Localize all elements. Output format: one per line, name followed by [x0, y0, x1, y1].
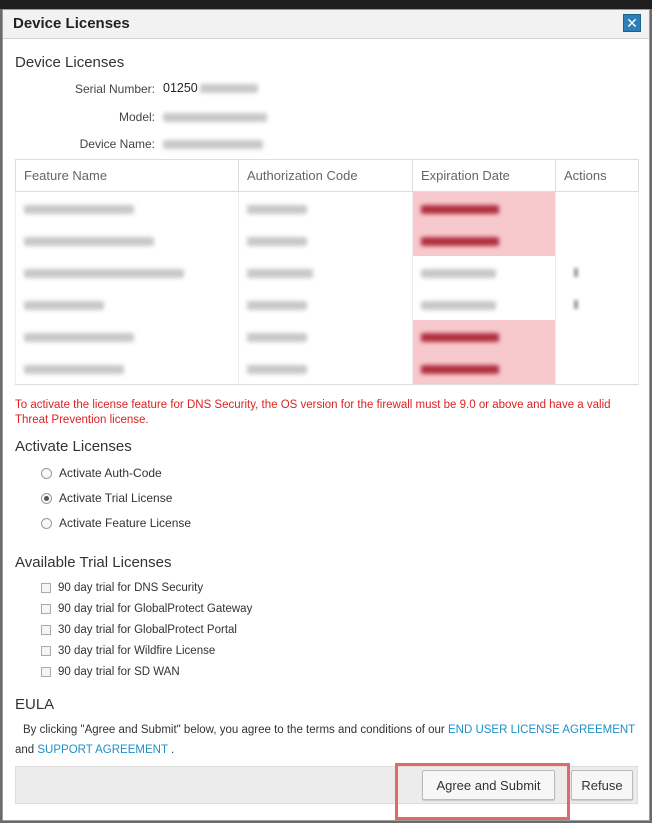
redacted-text	[247, 301, 307, 310]
feature-name-cell	[16, 224, 239, 256]
device-name-redacted	[163, 140, 263, 149]
feature-name-cell	[16, 192, 239, 225]
redacted-text	[24, 365, 124, 374]
support-agreement-link[interactable]: SUPPORT AGREEMENT	[37, 744, 168, 756]
radio-button[interactable]	[41, 493, 52, 504]
checkbox-trial-wildfire-license[interactable]	[41, 645, 215, 657]
eula-text	[15, 720, 635, 760]
checkbox-label: 90 day trial for GlobalProtect Gateway	[58, 603, 253, 615]
redacted-text	[24, 237, 154, 246]
device-name-label: Device Name:	[79, 137, 155, 151]
dialog-title: Device Licenses	[13, 15, 130, 32]
model-value	[163, 110, 267, 124]
refuse-button[interactable]: Refuse	[571, 770, 633, 800]
end-user-license-agreement-link[interactable]: END USER LICENSE AGREEMENT	[447, 724, 635, 736]
section-title-eula: EULA	[15, 696, 55, 713]
close-icon: ✕	[626, 15, 638, 31]
serial-number-label: Serial Number:	[74, 82, 155, 96]
eula-text-after: .	[167, 744, 175, 756]
serial-number-text: 01250	[163, 81, 198, 95]
serial-number-redacted	[200, 84, 258, 93]
expiration-cell	[413, 288, 556, 320]
checkbox[interactable]	[41, 646, 51, 656]
radio-label: Activate Trial License	[59, 491, 173, 505]
redacted-text	[421, 205, 499, 214]
table-row	[16, 192, 639, 225]
radio-activate-trial-license[interactable]	[41, 491, 172, 505]
dialog-titlebar	[3, 10, 649, 39]
checkbox[interactable]	[41, 583, 51, 593]
redacted-text	[247, 333, 307, 342]
actions-cell[interactable]	[556, 288, 639, 320]
section-title-device-licenses: Device Licenses	[15, 54, 125, 71]
checkbox-label: 30 day trial for Wildfire License	[58, 645, 216, 657]
section-title-available-trial-licenses: Available Trial Licenses	[15, 554, 172, 571]
actions-cell	[556, 320, 639, 352]
table-row	[16, 352, 639, 385]
close-button[interactable]	[623, 14, 641, 32]
serial-number-value	[163, 81, 258, 95]
auth-code-cell	[239, 352, 413, 385]
radio-button[interactable]	[41, 468, 52, 479]
auth-code-cell	[239, 320, 413, 352]
table-row	[16, 288, 639, 320]
actions-cell[interactable]	[556, 256, 639, 288]
device-name-value	[163, 137, 263, 151]
eula-text-before: By clicking "Agree and Submit" below, you agree to the terms and conditions of our	[23, 724, 448, 736]
redacted-text	[24, 205, 134, 214]
checkbox[interactable]	[41, 604, 51, 614]
actions-cell	[556, 352, 639, 385]
redacted-text	[247, 237, 307, 246]
section-title-activate-licenses: Activate Licenses	[15, 438, 132, 455]
expiration-cell	[413, 320, 556, 352]
radio-button[interactable]	[41, 518, 52, 529]
checkbox-label: 90 day trial for DNS Security	[58, 582, 204, 594]
auth-code-cell	[239, 256, 413, 288]
header-actions[interactable]: Actions	[556, 160, 639, 192]
checkbox-trial-sd-wan[interactable]	[41, 666, 180, 678]
background-topbar	[0, 0, 652, 9]
redacted-text	[24, 269, 184, 278]
redacted-text	[421, 269, 496, 278]
annotation-highlight-box	[395, 763, 570, 820]
expiration-cell	[413, 224, 556, 256]
table-header-row	[16, 160, 639, 192]
checkbox-trial-globalprotect-gateway[interactable]	[41, 603, 252, 615]
checkbox-label: 90 day trial for SD WAN	[58, 666, 180, 678]
radio-activate-auth-code[interactable]	[41, 466, 162, 480]
row-action-icon[interactable]	[574, 300, 578, 309]
header-feature-name[interactable]: Feature Name	[16, 160, 239, 192]
agree-and-submit-button[interactable]: Agree and Submit	[422, 770, 555, 800]
redacted-text	[247, 269, 313, 278]
device-licenses-dialog	[2, 9, 650, 821]
feature-name-cell	[16, 256, 239, 288]
redacted-text	[247, 205, 307, 214]
table-row	[16, 256, 639, 288]
expiration-cell	[413, 192, 556, 225]
checkbox-label: 30 day trial for GlobalProtect Portal	[58, 624, 237, 636]
radio-label: Activate Feature License	[59, 516, 192, 530]
checkbox-trial-globalprotect-portal[interactable]	[41, 624, 237, 636]
table-row	[16, 320, 639, 352]
redacted-text	[421, 237, 499, 246]
redacted-text	[24, 333, 134, 342]
checkbox[interactable]	[41, 625, 51, 635]
feature-name-cell	[16, 320, 239, 352]
feature-name-cell	[16, 288, 239, 320]
dns-security-warning: To activate the license feature for DNS Security, the OS version for the firewall must be 9.0 or above and have a valid Threat Prevention license.	[15, 399, 611, 426]
checkbox-trial-dns-security[interactable]	[41, 582, 203, 594]
row-action-icon[interactable]	[574, 268, 578, 277]
expiration-cell	[413, 256, 556, 288]
redacted-text	[421, 333, 499, 342]
auth-code-cell	[239, 224, 413, 256]
header-expiration-date[interactable]: Expiration Date	[413, 160, 556, 192]
expiration-cell	[413, 352, 556, 385]
checkbox[interactable]	[41, 667, 51, 677]
model-label: Model:	[118, 110, 155, 124]
header-authorization-code[interactable]: Authorization Code	[239, 160, 413, 192]
redacted-text	[421, 365, 499, 374]
actions-cell	[556, 192, 639, 225]
redacted-text	[24, 301, 104, 310]
auth-code-cell	[239, 288, 413, 320]
eula-text-middle: and	[15, 744, 38, 756]
table-row	[16, 224, 639, 256]
redacted-text	[421, 301, 496, 310]
radio-activate-feature-license[interactable]	[41, 516, 191, 530]
actions-cell	[556, 224, 639, 256]
radio-label: Activate Auth-Code	[59, 466, 162, 480]
model-redacted	[163, 113, 267, 122]
redacted-text	[247, 365, 307, 374]
auth-code-cell	[239, 192, 413, 225]
feature-name-cell	[16, 352, 239, 385]
features-table	[15, 159, 639, 385]
